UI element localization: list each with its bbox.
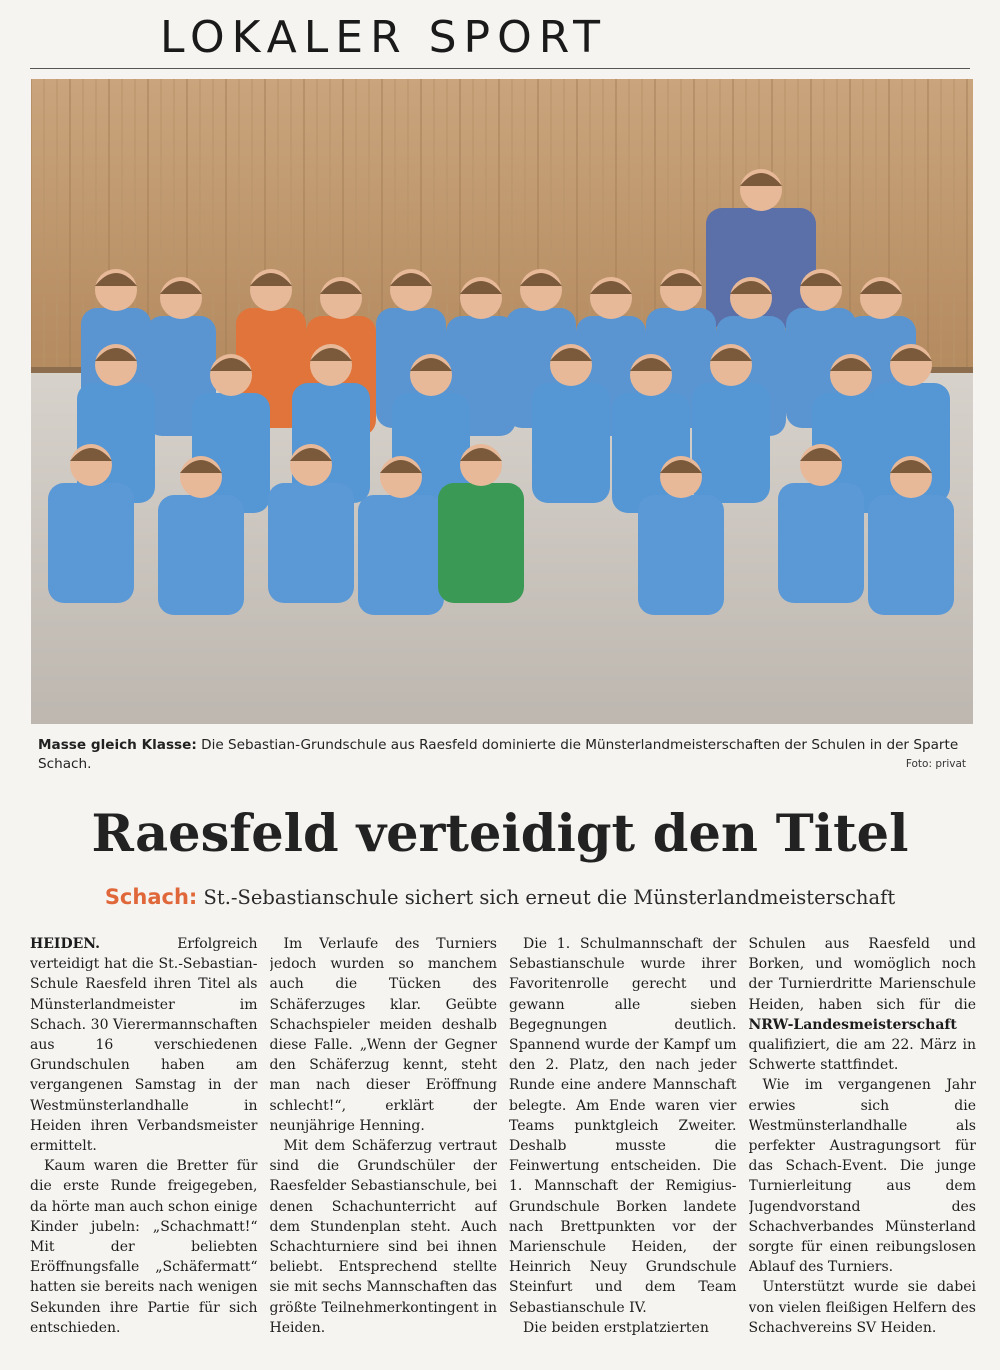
article-paragraph: Die beiden erstplatzierten — [523, 1319, 709, 1336]
photo-credit: Foto: privat — [905, 758, 966, 770]
article-paragraph — [30, 934, 258, 1156]
subheadline — [0, 882, 1000, 913]
paragraph-text: Schulen aus Raesfeld und Borken, und womöglich noch der Turnierdritte Marienschule Heiden, haben sich für die — [748, 936, 976, 1013]
article-column-3 — [509, 934, 737, 1366]
article-paragraph — [749, 934, 977, 1075]
caption-text: Die Sebastian-Grundschule aus Raesfeld dominierte die Münsterlandmeisterschaften der Schulen in der Sparte Schach. — [38, 737, 959, 772]
article-paragraph: Kaum waren die Bretter für die erste Runde freigegeben, da hörte man auch schon einige Kinder jubeln: „Schachmatt!“ Mit der beliebten Eröffnungsfalle „Schäfermatt“ hatten sie bereits nach wenigen Sekunden ihre Partie für sich entschieden. — [30, 1158, 258, 1336]
article-column-2 — [270, 934, 498, 1366]
caption-lead: Masse gleich Klasse: — [38, 737, 197, 753]
article-body — [30, 934, 976, 1366]
article-paragraph: Unterstützt wurde sie dabei von vielen fleißigen Helfern des Schachvereins SV Heiden. — [748, 1279, 976, 1336]
article-paragraph: Wie im vergangenen Jahr erwies sich die Westmünsterlandhalle als perfekter Austragungsort für das Schach-Event. Die junge Turnierleitung aus dem Jugendvorstand des Schachverbandes Münsterland sorgte für einen reibungslosen Ablauf des Turniers. — [748, 1077, 976, 1276]
article-column-1 — [30, 934, 258, 1366]
article-paragraph: Die 1. Schulmannschaft der Sebastianschule wurde ihrer Favoritenrolle gerecht und gewann alle sieben Begegnungen deutlich. Spannend wurde der Kampf um den 2. Platz, den nach jeder Runde eine andere Mannschaft belegte. Am Ende waren vier Teams punktgleich Zweiter. Deshalb musste die Feinwertung entscheiden. Die 1. Mannschaft der Remigius-Grundschule Borken landete nach Brettpunkten vor der Marienschule Heiden, der Heinrich Neuy Grundschule Steinfurt und dem Team Sebastianschule IV. — [509, 936, 737, 1316]
article-paragraph: Mit dem Schäferzug vertraut sind die Grundschüler der Raesfelder Sebastianschule, bei denen Schachunterricht auf dem Stundenplan steht. Auch Schachturniere sind bei ihnen beliebt. Entsprechend stellte sie mit sechs Mannschaften das größte Teilnehmerkontingent in Heiden. — [269, 1138, 497, 1336]
dateline: HEIDEN. — [30, 936, 101, 952]
header-rule — [30, 68, 970, 69]
subhead-kicker: Schach: — [104, 885, 198, 909]
paragraph-bold: NRW-Landesmeisterschaft — [748, 1016, 957, 1033]
subhead-text: St.-Sebastianschule sichert sich erneut die Münsterlandmeisterschaft — [197, 886, 896, 909]
team-photo — [31, 79, 973, 724]
paragraph-text: Erfolgreich verteidigt hat die St.-Sebastian-Schule Raesfeld ihren Titel als Münsterlandmeister im Schach. 30 Vierermannschaften aus 16 verschiedenen Grundschulen haben am vergangenen Samstag in der Westmünsterlandhalle in Heiden ihren Verbandsmeister ermittelt. — [30, 936, 258, 1155]
paragraph-text: qualifiziert, die am 22. März in Schwerte stattfindet. — [748, 1037, 976, 1074]
article-column-4 — [749, 934, 977, 1366]
section-title: LOKALER SPORT — [160, 12, 607, 63]
photo-caption — [38, 736, 968, 774]
article-paragraph: Im Verlaufe des Turniers jedoch wurden so manchem auch die Tücken des Schäferzuges klar. Geübte Schachspieler meiden deshalb diese Falle. „Wenn der Gegner den Schäferzug kennt, steht man nach dieser Eröffnung schlecht!“, erklärt der neunjährige Henning. — [269, 936, 497, 1134]
headline: Raesfeld verteidigt den Titel — [91, 804, 909, 864]
